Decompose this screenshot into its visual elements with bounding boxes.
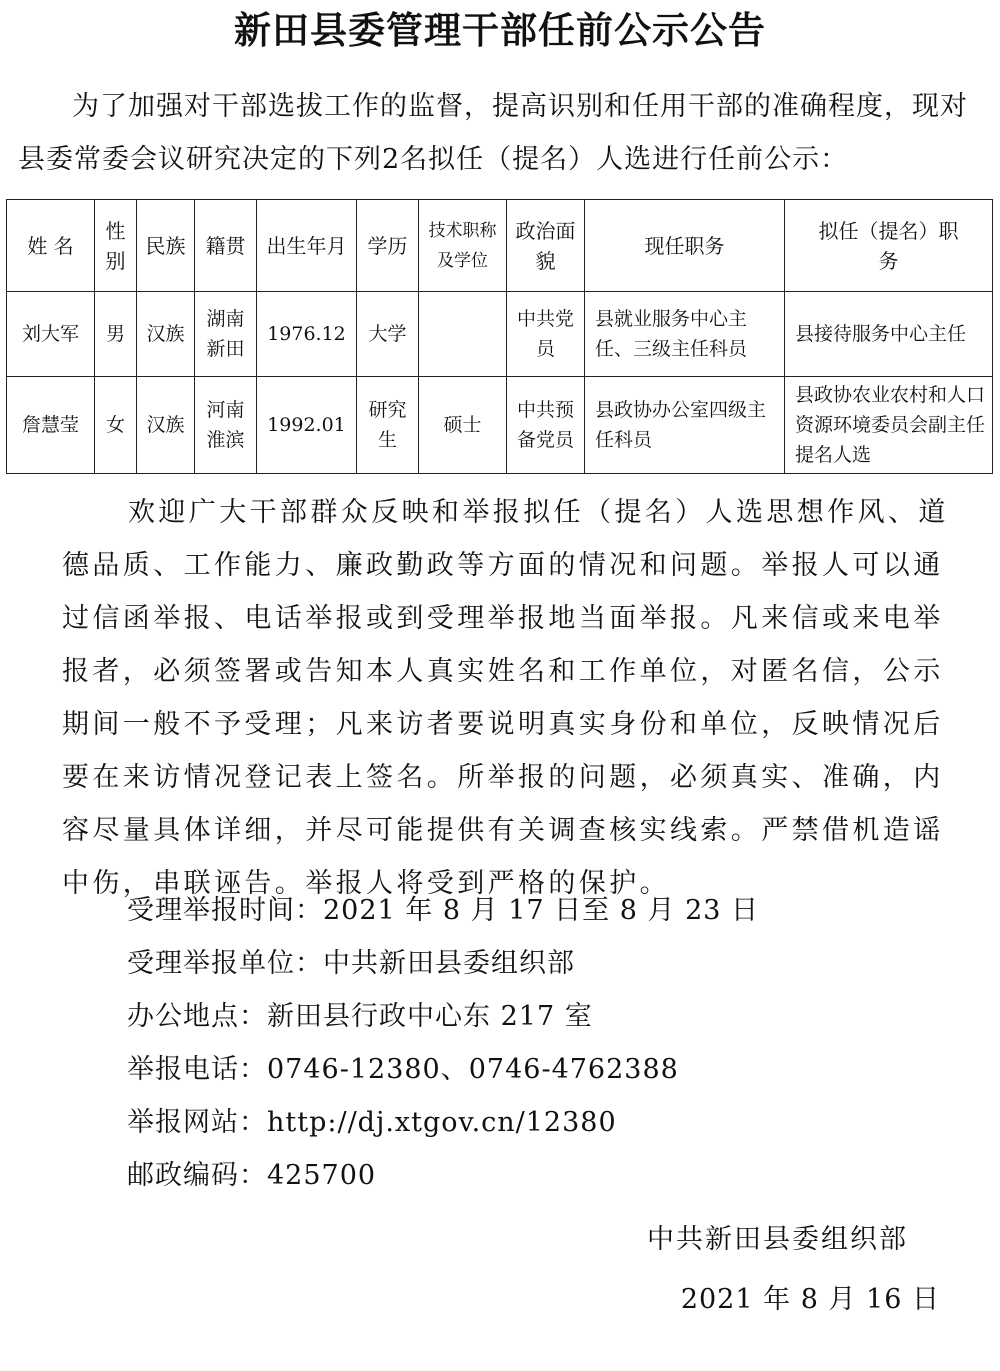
cell-proposed-position: 县接待服务中心主任 bbox=[785, 292, 993, 377]
header-political-status: 政治面貌 bbox=[507, 200, 585, 292]
report-website: 举报网站：http://dj.xtgov.cn/12380 bbox=[127, 1107, 617, 1138]
cell-gender: 男 bbox=[95, 292, 137, 377]
office-address: 办公地点：新田县行政中心东 217 室 bbox=[127, 1001, 593, 1032]
header-proposed-position: 拟任（提名）职 务 bbox=[785, 200, 993, 292]
cell-current-position: 县就业服务中心主任、三级主任科员 bbox=[585, 292, 785, 377]
header-native-place: 籍贯 bbox=[195, 200, 257, 292]
cell-native-place: 湖南新田 bbox=[195, 292, 257, 377]
header-current-position: 现任职务 bbox=[585, 200, 785, 292]
intro-paragraph: 为了加强对干部选拔工作的监督，提高识别和任用干部的准确程度，现对县委常委会议研究决定的下列2名拟任（提名）人选进行任前公示： bbox=[18, 91, 968, 175]
report-instructions: 欢迎广大干部群众反映和举报拟任（提名）人选思想作风、道德品质、工作能力、廉政勤政等方面的情况和问题。举报人可以通过信函举报、电话举报或到受理举报地当面举报。凡来信或来电举报者，必须签署或告知本人真实姓名和工作单位，对匿名信，公示期间一般不予受理；凡来访者要说明真实身份和单位，反映情况后要在来访情况登记表上签名。所举报的问题，必须真实、准确，内容尽量具体详细，并尽可能提供有关调查核实线索。严禁借机造谣中伤，串联诬告。举报人将受到严格的保护。 bbox=[62, 497, 949, 899]
header-title-degree: 技术职称及学位 bbox=[419, 200, 507, 292]
cell-education: 研究生 bbox=[357, 377, 419, 474]
report-phone: 举报电话：0746-12380、0746-4762388 bbox=[127, 1054, 679, 1085]
report-unit: 受理举报单位：中共新田县委组织部 bbox=[127, 948, 575, 979]
header-ethnicity: 民族 bbox=[137, 200, 195, 292]
cell-current-position: 县政协办公室四级主任科员 bbox=[585, 377, 785, 474]
header-birth-date: 出生年月 bbox=[257, 200, 357, 292]
cell-gender: 女 bbox=[95, 377, 137, 474]
postcode: 邮政编码：425700 bbox=[127, 1160, 377, 1191]
page-title: 新田县委管理干部任前公示公告 bbox=[234, 9, 766, 52]
cell-ethnicity: 汉族 bbox=[137, 292, 195, 377]
cell-proposed-position: 县政协农业农村和人口资源环境委员会副主任提名人选 bbox=[785, 377, 993, 474]
report-time: 受理举报时间：2021 年 8 月 17 日至 8 月 23 日 bbox=[127, 895, 760, 926]
table-row bbox=[7, 377, 993, 474]
cell-birth-date: 1992.01 bbox=[257, 377, 357, 474]
issue-date: 2021 年 8 月 16 日 bbox=[680, 1284, 940, 1315]
table-row bbox=[7, 292, 993, 377]
candidate-table bbox=[6, 199, 999, 474]
table-header-row bbox=[7, 200, 993, 292]
cell-title-degree bbox=[419, 292, 507, 377]
header-gender: 性别 bbox=[95, 200, 137, 292]
cell-native-place: 河南淮滨 bbox=[195, 377, 257, 474]
header-name: 姓 名 bbox=[7, 200, 95, 292]
cell-name: 刘大军 bbox=[7, 292, 95, 377]
cell-title-degree: 硕士 bbox=[419, 377, 507, 474]
cell-birth-date: 1976.12 bbox=[257, 292, 357, 377]
cell-education: 大学 bbox=[357, 292, 419, 377]
cell-name: 詹慧莹 bbox=[7, 377, 95, 474]
cell-ethnicity: 汉族 bbox=[137, 377, 195, 474]
issuer-signature: 中共新田县委组织部 bbox=[647, 1224, 908, 1255]
cell-political-status: 中共党员 bbox=[507, 292, 585, 377]
cell-political-status: 中共预备党员 bbox=[507, 377, 585, 474]
header-education: 学历 bbox=[357, 200, 419, 292]
contact-info bbox=[127, 884, 967, 1202]
